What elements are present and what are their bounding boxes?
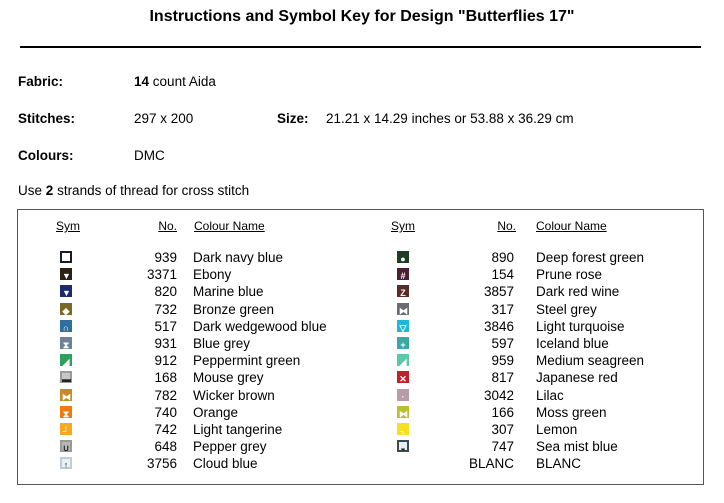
key-row-left [60, 421, 363, 438]
colour-name: Iceland blue [536, 336, 609, 351]
symbol-swatch-icon: ⧓ [60, 389, 72, 401]
colour-number: 168 [154, 370, 177, 386]
colour-number: 740 [154, 404, 177, 420]
symbol-swatch-icon: ▬ [60, 371, 72, 383]
key-row-right [397, 266, 706, 283]
colour-number: 912 [154, 353, 177, 369]
colour-number: 3756 [146, 456, 177, 472]
key-row-left [60, 369, 363, 386]
key-row-left [60, 301, 363, 318]
colour-name: Medium seagreen [536, 353, 645, 369]
colour-number: 747 [491, 439, 514, 455]
symbol-swatch-icon: Z [397, 285, 409, 297]
colour-name: Light turquoise [536, 318, 625, 334]
symbol-swatch-icon: ⧗ [60, 406, 72, 418]
colour-number: 154 [491, 267, 514, 283]
fabric-type: count Aida [152, 74, 216, 89]
colour-name: Light tangerine [193, 422, 283, 437]
key-row-right [397, 455, 706, 472]
key-row-right [397, 404, 706, 421]
size-value: 21.21 x 14.29 inches or 53.88 x 36.29 cm [326, 111, 574, 126]
colour-number: 732 [154, 301, 177, 317]
colour-number: 939 [154, 250, 177, 265]
key-row-right [397, 318, 706, 335]
key-row-right [397, 301, 706, 318]
key-row-left [60, 249, 363, 266]
key-row-left [60, 455, 363, 472]
symbol-swatch-icon: ⧗ [60, 337, 72, 349]
stitches-label: Stitches: [18, 111, 76, 126]
colour-name: Dark red wine [536, 284, 620, 300]
symbol-swatch-icon: · [397, 389, 409, 401]
colour-number: 648 [154, 439, 177, 455]
symbol-swatch-icon: ∪ [60, 440, 72, 452]
key-row-left [60, 404, 363, 421]
colour-name: Cloud blue [193, 456, 258, 472]
colour-name: Steel grey [536, 301, 597, 317]
strands-count: 2 [45, 183, 54, 198]
symbol-swatch-icon: ▽ [397, 320, 409, 332]
symbol-swatch-icon: ◆ [60, 303, 72, 315]
header-sym-right: Sym [391, 219, 415, 233]
stitches-value: 297 x 200 [134, 111, 194, 126]
colour-name: Pepper grey [193, 439, 267, 455]
colour-number: 742 [154, 422, 177, 437]
colour-number: 931 [154, 336, 177, 351]
colour-number: 782 [154, 387, 177, 403]
key-row-left [60, 335, 363, 352]
fabric-value [134, 74, 216, 89]
colour-number: 166 [491, 404, 514, 420]
key-row-right [397, 249, 706, 266]
colour-name: Dark wedgewood blue [193, 318, 327, 334]
symbol-swatch-icon: ↑ [60, 457, 72, 469]
colour-number: 307 [491, 422, 514, 437]
key-row-left [60, 352, 363, 369]
symbol-swatch-icon: ⧓ [397, 406, 409, 418]
symbol-swatch-icon: ┐ [397, 423, 409, 435]
colour-number: 3371 [146, 267, 177, 283]
header-name-right: Colour Name [536, 219, 607, 233]
colour-number: 517 [154, 318, 177, 334]
key-row-right [397, 352, 706, 369]
colour-name: Ebony [193, 267, 232, 283]
colours-label: Colours: [18, 148, 74, 163]
symbol-swatch-icon: ∩ [60, 320, 72, 332]
colour-number: 817 [491, 370, 514, 386]
colour-number: 597 [491, 336, 514, 351]
key-row-right [397, 438, 706, 455]
fabric-label: Fabric: [18, 74, 64, 89]
strands-post: strands of thread for cross stitch [57, 183, 250, 198]
symbol-swatch-icon: + [397, 337, 409, 349]
colour-name: Marine blue [193, 284, 264, 300]
header-no-left: No. [158, 219, 177, 233]
colour-name: Bronze green [193, 301, 275, 317]
colour-number: 3042 [483, 387, 514, 403]
colour-name: Prune rose [536, 267, 603, 283]
strands-pre: Use [18, 183, 43, 198]
colour-name: Wicker brown [193, 387, 275, 403]
symbol-swatch-icon: ▼ [60, 285, 72, 297]
symbol-swatch-icon: ◢ [60, 354, 72, 366]
key-row-right [397, 421, 706, 438]
colour-name: Mouse grey [193, 370, 264, 386]
colour-name: Dark navy blue [193, 250, 284, 265]
symbol-swatch-icon: ✕ [397, 371, 409, 383]
colour-name: Lemon [536, 422, 578, 437]
strands-instruction [18, 183, 249, 198]
colour-number: 890 [491, 250, 514, 265]
colour-name: Lilac [536, 387, 564, 403]
key-row-right [397, 283, 706, 300]
colour-name: Deep forest green [536, 250, 645, 265]
colour-name: Japanese red [536, 370, 618, 386]
colour-number: 3857 [483, 284, 514, 300]
colour-number: 3846 [483, 318, 514, 334]
symbol-swatch-icon: ▼ [60, 268, 72, 280]
symbol-swatch-icon: ● [397, 251, 409, 263]
symbol-swatch-icon: ┘ [60, 423, 72, 435]
key-row-left [60, 438, 363, 455]
colour-name: Blue grey [193, 336, 251, 351]
key-row-left [60, 387, 363, 404]
size-label: Size: [277, 111, 309, 126]
symbol-swatch-icon: ◒ [397, 440, 409, 452]
header-sym-left: Sym [56, 219, 80, 233]
colour-name: Peppermint green [193, 353, 301, 369]
header-no-right: No. [497, 219, 516, 233]
key-row-right [397, 335, 706, 352]
colour-number: 959 [491, 353, 514, 369]
colour-number: BLANC [468, 456, 514, 472]
colour-number: 317 [491, 301, 514, 317]
key-row-left [60, 318, 363, 335]
colour-number: 820 [154, 284, 177, 300]
key-row-left [60, 283, 363, 300]
page-title: Instructions and Symbol Key for Design "Butterflies 17" [149, 8, 575, 25]
fabric-count: 14 [134, 74, 150, 89]
colour-name: Moss green [536, 404, 607, 420]
colour-name: Orange [193, 404, 239, 420]
symbol-swatch-icon: ⧓ [397, 303, 409, 315]
colour-name: Sea mist blue [536, 439, 618, 455]
symbol-swatch-icon: ◢ [397, 354, 409, 366]
symbol-swatch-icon: # [397, 268, 409, 280]
colour-name: BLANC [536, 456, 582, 472]
key-row-right [397, 369, 706, 386]
key-row-left [60, 266, 363, 283]
title-rule [20, 46, 701, 48]
key-row-right [397, 387, 706, 404]
colours-value: DMC [134, 148, 165, 163]
header-name-left: Colour Name [194, 219, 265, 233]
